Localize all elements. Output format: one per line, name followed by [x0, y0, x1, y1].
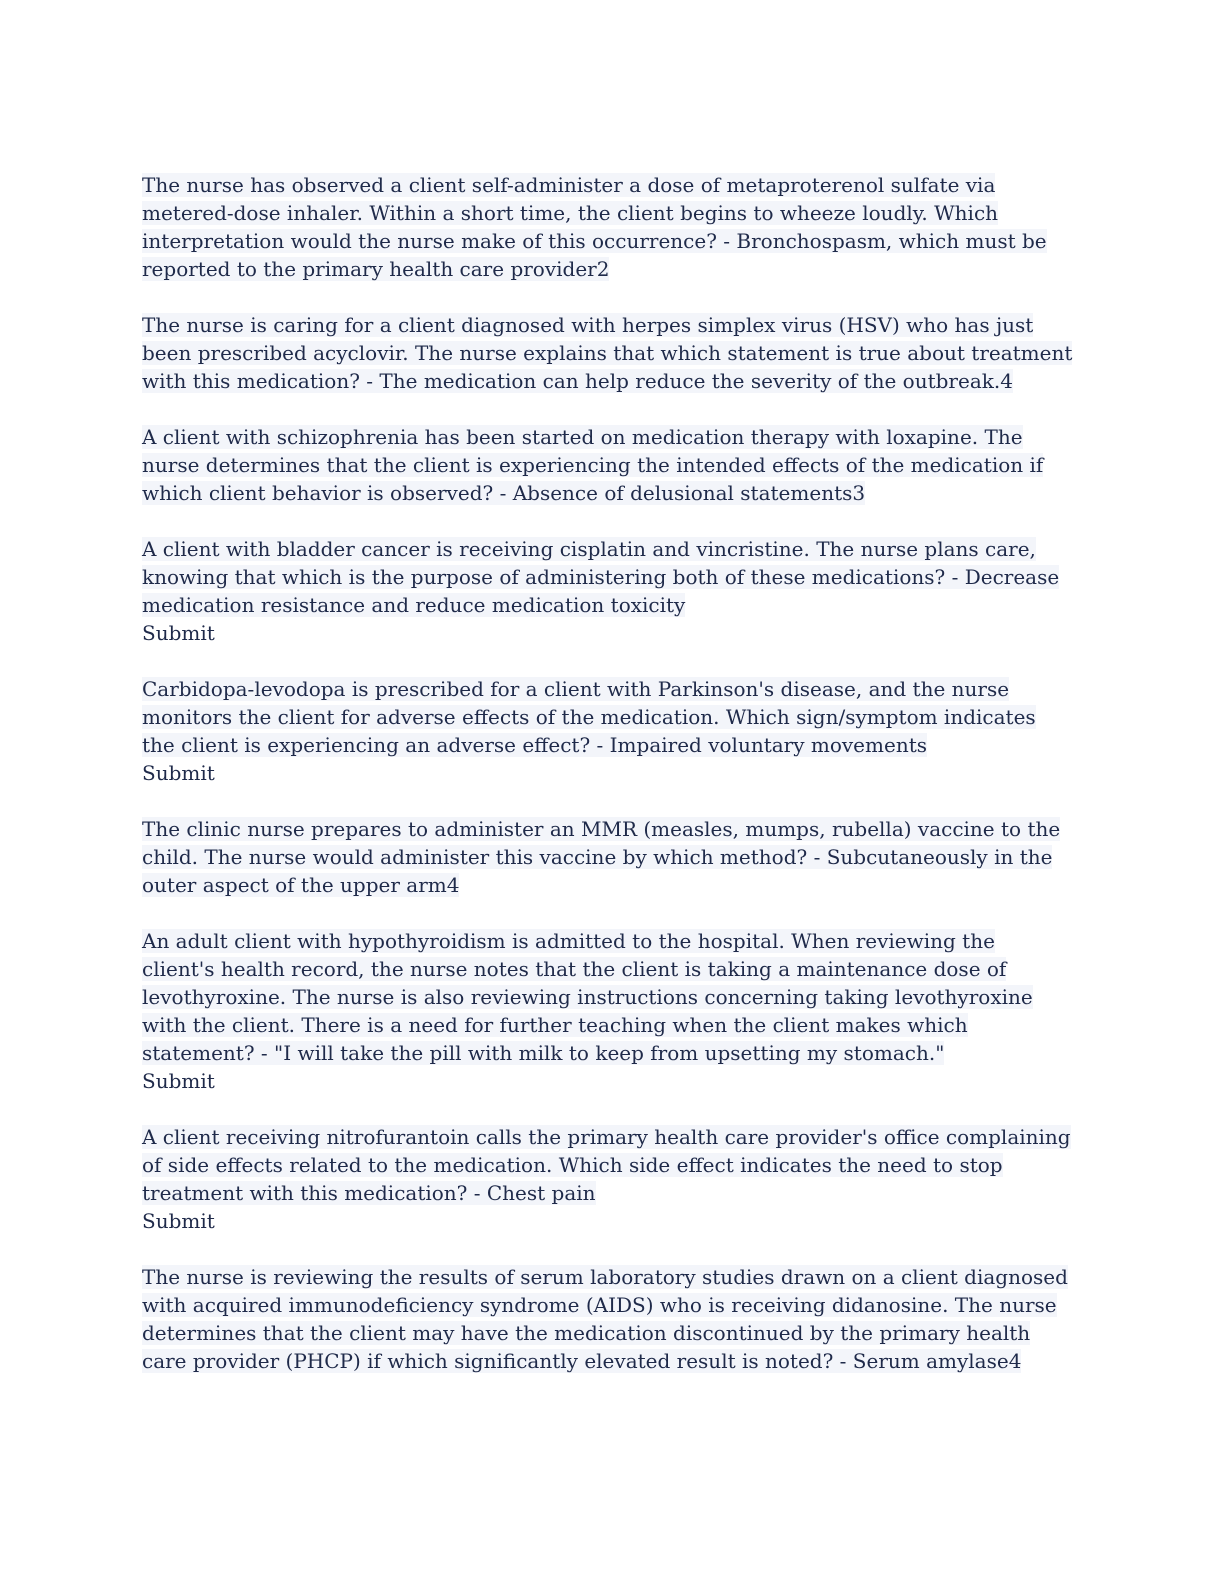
text-line: The clinic nurse prepares to administer an MMR (measles, mumps, rubella) vaccine to the [142, 817, 1061, 841]
qa-item-7 [142, 927, 1082, 1095]
text-line: A client receiving nitrofurantoin calls the primary health care provider's office complaining [142, 1125, 1071, 1149]
text-line: of side effects related to the medication. Which side effect indicates the need to stop [142, 1153, 1003, 1177]
text-line: Carbidopa-levodopa is prescribed for a client with Parkinson's disease, and the nurse [142, 677, 1010, 701]
text-line: the client is experiencing an adverse effect? - Impaired voluntary movements [142, 733, 927, 757]
text-line: The nurse is caring for a client diagnosed with herpes simplex virus (HSV) who has just [142, 313, 1034, 337]
text-line: levothyroxine. The nurse is also reviewing instructions concerning taking levothyroxine [142, 985, 1033, 1009]
text-line: The nurse has observed a client self-administer a dose of metaproterenol sulfate via [142, 173, 996, 197]
qa-item-2 [142, 311, 1082, 395]
text-line: A client with bladder cancer is receiving cisplatin and vincristine. The nurse plans care, [142, 537, 1036, 561]
text-line: knowing that which is the purpose of administering both of these medications? - Decrease [142, 565, 1060, 589]
text-line: statement? - "I will take the pill with milk to keep from upsetting my stomach." [142, 1041, 945, 1065]
qa-item-8 [142, 1123, 1082, 1235]
text-line: monitors the client for adverse effects of the medication. Which sign/symptom indicates [142, 705, 1036, 729]
text-line: which client behavior is observed? - Absence of delusional statements3 [142, 481, 866, 505]
submit-text: Submit [142, 761, 215, 785]
qa-item-1 [142, 171, 1082, 283]
document-page [142, 171, 1082, 1403]
text-line: nurse determines that the client is experiencing the intended effects of the medication if [142, 453, 1044, 477]
text-line: medication resistance and reduce medication toxicity [142, 593, 686, 617]
text-line: metered-dose inhaler. Within a short time, the client begins to wheeze loudly. Which [142, 201, 999, 225]
text-line: determines that the client may have the medication discontinued by the primary health [142, 1321, 1031, 1345]
qa-item-5 [142, 675, 1082, 787]
text-line: with acquired immunodeficiency syndrome (AIDS) who is receiving didanosine. The nurse [142, 1293, 1057, 1317]
text-line: reported to the primary health care provider2 [142, 257, 610, 281]
text-line: with the client. There is a need for further teaching when the client makes which [142, 1013, 968, 1037]
qa-item-9 [142, 1263, 1082, 1375]
submit-text: Submit [142, 621, 215, 645]
text-line: outer aspect of the upper arm4 [142, 873, 460, 897]
text-line: An adult client with hypothyroidism is admitted to the hospital. When reviewing the [142, 929, 995, 953]
submit-text: Submit [142, 1209, 215, 1233]
text-line: care provider (PHCP) if which significantly elevated result is noted? - Serum amylase4 [142, 1349, 1022, 1373]
text-line: The nurse is reviewing the results of serum laboratory studies drawn on a client diagnosed [142, 1265, 1068, 1289]
text-line: with this medication? - The medication can help reduce the severity of the outbreak.4 [142, 369, 1013, 393]
qa-item-6 [142, 815, 1082, 899]
text-line: A client with schizophrenia has been started on medication therapy with loxapine. The [142, 425, 1023, 449]
text-line: interpretation would the nurse make of this occurrence? - Bronchospasm, which must be [142, 229, 1047, 253]
qa-item-3 [142, 423, 1082, 507]
text-line: treatment with this medication? - Chest pain [142, 1181, 596, 1205]
qa-item-4 [142, 535, 1082, 647]
submit-text: Submit [142, 1069, 215, 1093]
text-line: client's health record, the nurse notes that the client is taking a maintenance dose of [142, 957, 1007, 981]
text-line: child. The nurse would administer this vaccine by which method? - Subcutaneously in the [142, 845, 1053, 869]
text-line: been prescribed acyclovir. The nurse explains that which statement is true about treatment [142, 341, 1073, 365]
